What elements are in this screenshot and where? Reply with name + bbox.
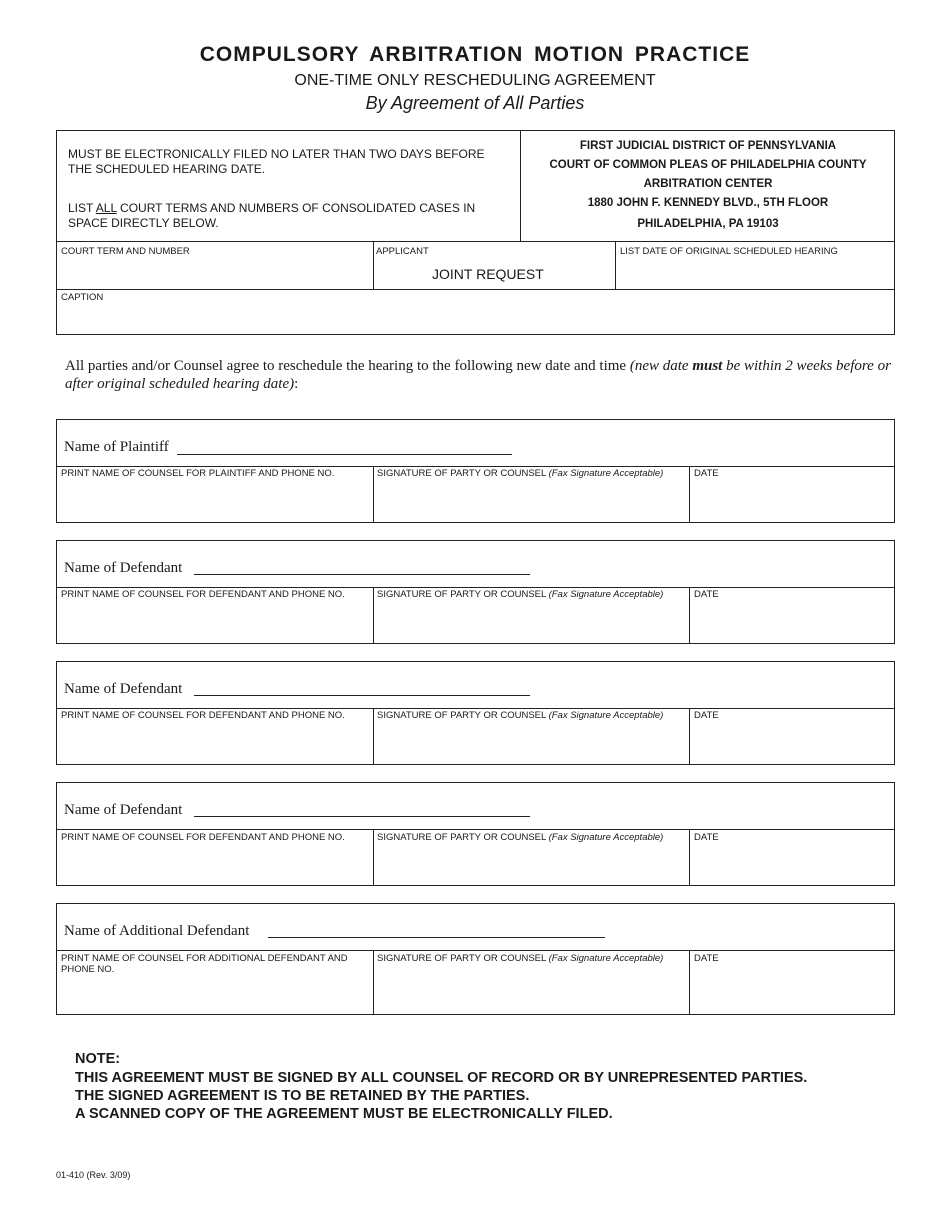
- plaintiff-name-field[interactable]: [177, 454, 512, 455]
- court-city: PHILADELPHIA, PA 19103: [637, 218, 779, 230]
- defendant-2-counsel-field[interactable]: [57, 732, 372, 764]
- defendant-3-name-field[interactable]: [194, 816, 530, 817]
- additional-defendant-date-field[interactable]: [690, 974, 894, 1014]
- additional-defendant-signature-field[interactable]: [374, 974, 688, 1014]
- divider: [56, 587, 895, 588]
- divider: [56, 829, 895, 830]
- defendant-3-name-label: Name of Defendant: [64, 802, 183, 818]
- note-line-3: A SCANNED COPY OF THE AGREEMENT MUST BE ELECTRONICALLY FILED.: [75, 1106, 613, 1122]
- defendant-3-signature-field[interactable]: [374, 853, 688, 885]
- defendant-1-signature-field[interactable]: [374, 611, 688, 643]
- additional-defendant-counsel-field[interactable]: [57, 980, 372, 1014]
- defendant-1-name-field[interactable]: [194, 574, 530, 575]
- defendant-2-date-label: DATE: [694, 710, 719, 721]
- court-address: 1880 JOHN F. KENNEDY BLVD., 5TH FLOOR: [587, 197, 829, 209]
- plaintiff-date-field[interactable]: [690, 490, 894, 522]
- consolidated-cases-instruction: LIST ALL COURT TERMS AND NUMBERS OF CONSOLIDATED CASES IN SPACE DIRECTLY BELOW.: [68, 201, 476, 230]
- plaintiff-date-label: DATE: [694, 468, 719, 479]
- defendant-3-counsel-label: PRINT NAME OF COUNSEL FOR DEFENDANT AND PHONE NO.: [61, 832, 345, 843]
- defendant-1-name-label: Name of Defendant: [64, 560, 183, 576]
- applicant-label: APPLICANT: [376, 246, 429, 257]
- form-tagline: By Agreement of All Parties: [365, 93, 585, 113]
- defendant-2-signature-label: SIGNATURE OF PARTY OR COUNSEL (Fax Signature Acceptable): [377, 710, 664, 721]
- plaintiff-signature-label: SIGNATURE OF PARTY OR COUNSEL (Fax Signature Acceptable): [377, 468, 664, 479]
- original-hearing-date-field[interactable]: [616, 258, 894, 288]
- defendant-2-date-field[interactable]: [690, 732, 894, 764]
- defendant-3-date-label: DATE: [694, 832, 719, 843]
- plaintiff-name-label: Name of Plaintiff: [64, 439, 169, 455]
- defendant-2-name-field[interactable]: [194, 695, 530, 696]
- note-line-2: THE SIGNED AGREEMENT IS TO BE RETAINED BY THE PARTIES.: [75, 1088, 530, 1104]
- filing-instruction: MUST BE ELECTRONICALLY FILED NO LATER THAN TWO DAYS BEFORE THE SCHEDULED HEARING DATE.: [68, 147, 485, 176]
- defendant-3-date-field[interactable]: [690, 853, 894, 885]
- additional-defendant-counsel-label: PRINT NAME OF COUNSEL FOR ADDITIONAL DEFENDANT AND PHONE NO.: [61, 953, 348, 975]
- form-subtitle: ONE-TIME ONLY RESCHEDULING AGREEMENT: [294, 72, 656, 89]
- plaintiff-counsel-label: PRINT NAME OF COUNSEL FOR PLAINTIFF AND PHONE NO.: [61, 468, 335, 479]
- additional-defendant-name-field[interactable]: [268, 937, 605, 938]
- note-heading: NOTE:: [75, 1051, 121, 1067]
- original-hearing-date-label: LIST DATE OF ORIGINAL SCHEDULED HEARING: [620, 246, 838, 257]
- court-term-label: COURT TERM AND NUMBER: [61, 246, 190, 257]
- defendant-3-counsel-field[interactable]: [57, 853, 372, 885]
- court-district: FIRST JUDICIAL DISTRICT OF PENNSYLVANIA: [579, 140, 837, 152]
- defendant-2-name-label: Name of Defendant: [64, 681, 183, 697]
- divider: [56, 241, 895, 242]
- defendant-1-counsel-label: PRINT NAME OF COUNSEL FOR DEFENDANT AND PHONE NO.: [61, 589, 345, 600]
- divider: [56, 466, 895, 467]
- court-name: COURT OF COMMON PLEAS OF PHILADELPHIA COUNTY: [549, 159, 867, 171]
- defendant-3-signature-label: SIGNATURE OF PARTY OR COUNSEL (Fax Signature Acceptable): [377, 832, 664, 843]
- defendant-2-signature-field[interactable]: [374, 732, 688, 764]
- divider: [373, 241, 374, 289]
- form-title: COMPULSORY ARBITRATION MOTION PRACTICE: [199, 43, 751, 66]
- court-center: ARBITRATION CENTER: [643, 178, 773, 190]
- additional-defendant-signature-label: SIGNATURE OF PARTY OR COUNSEL (Fax Signature Acceptable): [377, 953, 664, 964]
- court-term-field[interactable]: [57, 258, 372, 288]
- caption-label: CAPTION: [61, 292, 104, 303]
- defendant-1-counsel-field[interactable]: [57, 611, 372, 643]
- defendant-1-signature-label: SIGNATURE OF PARTY OR COUNSEL (Fax Signature Acceptable): [377, 589, 664, 600]
- plaintiff-counsel-field[interactable]: [57, 490, 372, 522]
- plaintiff-signature-field[interactable]: [374, 490, 688, 522]
- form-number: 01-410 (Rev. 3/09): [56, 1170, 131, 1180]
- divider: [56, 289, 895, 290]
- defendant-1-date-field[interactable]: [690, 611, 894, 643]
- defendant-2-counsel-label: PRINT NAME OF COUNSEL FOR DEFENDANT AND PHONE NO.: [61, 710, 345, 721]
- caption-field[interactable]: [57, 304, 894, 334]
- divider: [56, 950, 895, 951]
- applicant-value: JOINT REQUEST: [432, 266, 544, 282]
- additional-defendant-name-label: Name of Additional Defendant: [64, 923, 250, 939]
- agreement-statement: All parties and/or Counsel agree to reschedule the hearing to the following new date and time (new date must be within 2 weeks before or after original scheduled hearing date):: [65, 358, 891, 392]
- additional-defendant-date-label: DATE: [694, 953, 719, 964]
- defendant-1-date-label: DATE: [694, 589, 719, 600]
- note-line-1: THIS AGREEMENT MUST BE SIGNED BY ALL COUNSEL OF RECORD OR BY UNREPRESENTED PARTIES.: [75, 1070, 808, 1086]
- divider: [56, 708, 895, 709]
